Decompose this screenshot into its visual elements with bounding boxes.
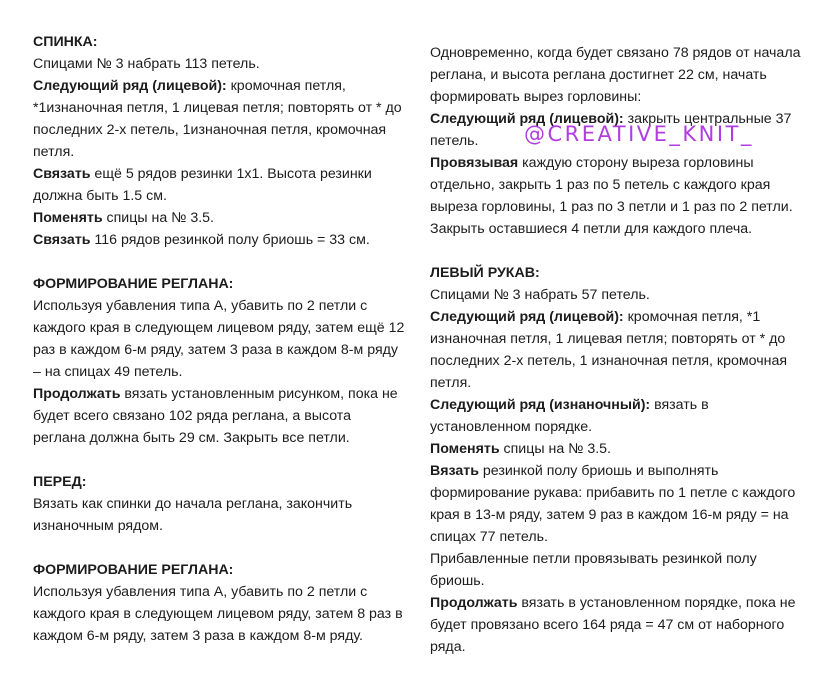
front-section [33, 471, 405, 537]
back-brioche-label: Связать [33, 232, 91, 248]
sleeve-added-stitches: Прибавленные петли провязывать резинкой полу бриошь. [430, 551, 757, 589]
raglan-back-continue-label: Продолжать [33, 386, 121, 402]
sleeve-change-needles-label: Поменять [430, 441, 500, 457]
sleeve-wrong-side-row-text: вязать в установленном порядке. [430, 397, 709, 435]
left-column [33, 31, 405, 669]
raglan-back-section [33, 273, 405, 449]
neck-shaping-label: Провязывая [430, 155, 519, 171]
raglan-back-heading: ФОРМИРОВАНИЕ РЕГЛАНА: [33, 276, 234, 292]
sleeve-heading: ЛЕВЫЙ РУКАВ: [430, 265, 540, 281]
raglan-front-heading: ФОРМИРОВАНИЕ РЕГЛАНА: [33, 562, 234, 578]
raglan-back-continue-text: вязать установленным рисунком, пока не будет всего связано 102 ряда реглана, а высота реглана должна быть 29 см. Закрыть все петли. [33, 386, 398, 446]
sleeve-increase-text: резинкой полу бриошь и выполнять формирование рукава: прибавить по 1 петле с каждого края в 13-м ряду, затем 9 раз в каждом 16-м ряду = на спицах 77 петель. [430, 463, 796, 545]
front-heading: ПЕРЕД: [33, 474, 87, 490]
back-brioche-text: 116 рядов резинкой полу бриошь = 33 см. [90, 232, 370, 248]
sleeve-change-needles-text: спицы на № 3.5. [499, 441, 611, 457]
sleeve-continue-text: вязать в установленном порядке, пока не будет провязано всего 164 ряда = 47 см от наборного ряда. [430, 595, 796, 655]
neck-next-row-text: закрыть центральные 37 петель. [430, 111, 792, 149]
back-brioche [33, 229, 405, 251]
neck-shaping-text: каждую сторону выреза горловины отдельно, закрыть 1 раз по 5 петель с каждого края выреза горловины, 1 раз по 3 петли и 1 раз по 2 петли. Закрыть оставшиеся 4 петли для каждого плеча. [430, 155, 793, 237]
raglan-back-decrease: Используя убавления типа А, убавить по 2 петли с каждого края в следующем лицевом ряду, затем ещё 12 раз в каждом 6-м ряду, затем 3 раза в каждом 8-м ряду – на спицах 49 петель. [33, 298, 405, 380]
creative-knit-watermark: @CREATIVE_KNIT_ [524, 122, 754, 146]
front-text: Вязать как спинки до начала реглана, закончить изнаночным рядом. [33, 496, 353, 534]
sleeve-continue-label: Продолжать [430, 595, 518, 611]
back-next-row-label: Следующий ряд (лицевой): [33, 78, 227, 94]
raglan-back-continue [33, 383, 405, 449]
back-heading: СПИНКА: [33, 34, 98, 50]
sleeve-change-needles [430, 438, 802, 460]
sleeve-section [430, 262, 802, 658]
neck-shaping [430, 152, 802, 240]
back-section [33, 31, 405, 251]
sleeve-cast-on: Спицами № 3 набрать 57 петель. [430, 287, 650, 303]
sleeve-increase-label: Вязать [430, 463, 479, 479]
back-rib-label: Связать [33, 166, 91, 182]
back-rib-text: ещё 5 рядов резинки 1х1. Высота резинки должна быть 1.5 см. [33, 166, 372, 204]
sleeve-next-row-text: кромочная петля, *1 изнаночная петля, 1 лицевая петля; повторять от * до последних 2-х петель, 1 изнаночная петля, кромочная петля. [430, 309, 788, 391]
sleeve-wrong-side-row [430, 394, 802, 438]
back-cast-on: Спицами № 3 набрать 113 петель. [33, 56, 260, 72]
back-change-needles-label: Поменять [33, 210, 103, 226]
sleeve-next-row-label: Следующий ряд (лицевой): [430, 309, 624, 325]
sleeve-next-row [430, 306, 802, 394]
raglan-front-decrease: Используя убавления типа А, убавить по 2 петли с каждого края в следующем лицевом ряду, затем 8 раз в каждом 6-м ряду, затем 3 раза в каждом 8-м ряду. [33, 584, 403, 644]
neck-intro: Одновременно, когда будет связано 78 рядов от начала реглана, и высота реглана достигнет 22 см, начать формировать вырез горловины: [430, 45, 801, 105]
back-change-needles-text: спицы на № 3.5. [102, 210, 214, 226]
sleeve-wrong-side-row-label: Следующий ряд (изнаночный): [430, 397, 651, 413]
raglan-front-section [33, 559, 405, 647]
back-next-row-text: кромочная петля, *1изнаночная петля, 1 лицевая петля; повторять от * до последних 2-х петель, 1изнаночная петля, кромочная петля. [33, 78, 402, 160]
neck-next-row-label: Следующий ряд (лицевой): [430, 111, 624, 127]
back-rib [33, 163, 405, 207]
sleeve-increase [430, 460, 802, 548]
sleeve-continue [430, 592, 802, 658]
back-next-row [33, 75, 405, 163]
back-change-needles [33, 207, 405, 229]
